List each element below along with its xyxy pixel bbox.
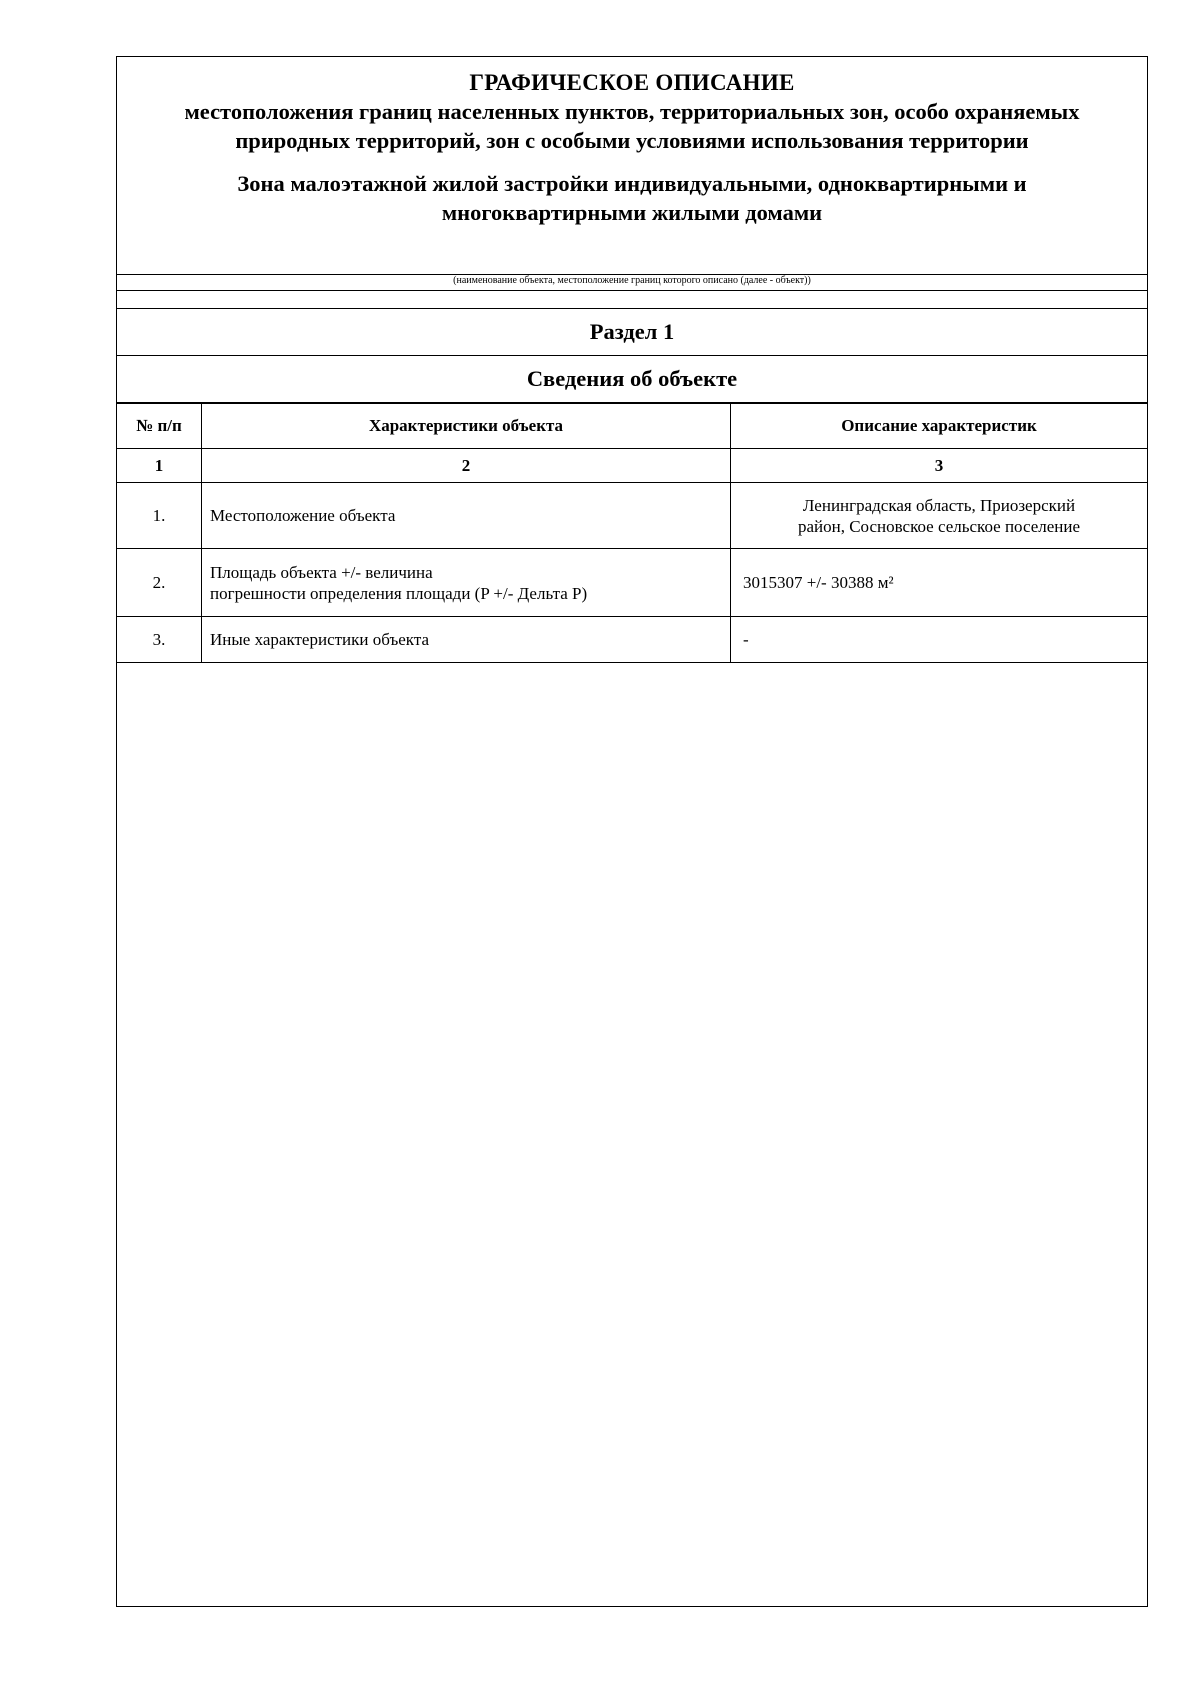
row-description <box>731 483 1148 549</box>
table-row <box>117 617 1147 663</box>
column-number-row <box>117 449 1147 483</box>
section-label: Раздел 1 <box>117 309 1147 356</box>
column-header-characteristic: Характеристики объекта <box>202 404 731 449</box>
object-name: Зона малоэтажной жилой застройки индивидуальными, одноквартирными и многоквартирными жилыми домами <box>237 171 1027 225</box>
row-description: - <box>731 617 1148 663</box>
object-info-table <box>117 403 1147 663</box>
row-characteristic <box>202 549 731 617</box>
row-number: 2. <box>117 549 202 617</box>
characteristic-line: Площадь объекта +/- величина <box>210 562 433 582</box>
characteristic-line: погрешности определения площади (P +/- Дельта P) <box>210 583 588 603</box>
column-number-1: 1 <box>117 449 202 483</box>
document-frame <box>116 56 1148 1607</box>
object-caption: (наименование объекта, местоположение границ которого описано (далее - объект)) <box>117 275 1147 291</box>
table-row <box>117 483 1147 549</box>
blank-row <box>117 291 1147 309</box>
title-block <box>117 57 1147 275</box>
section-heading: Сведения об объекте <box>117 356 1147 403</box>
column-header-num: № п/п <box>117 404 202 449</box>
table-header-row <box>117 404 1147 449</box>
description-line: район, Сосновское сельское поселение <box>797 516 1081 536</box>
row-number: 1. <box>117 483 202 549</box>
column-number-2: 2 <box>202 449 731 483</box>
column-number-3: 3 <box>731 449 1148 483</box>
row-description: 3015307 +/- 30388 м² <box>731 549 1148 617</box>
document-title: ГРАФИЧЕСКОЕ ОПИСАНИЕ <box>469 70 795 95</box>
table-row <box>117 549 1147 617</box>
row-characteristic: Местоположение объекта <box>202 483 731 549</box>
row-characteristic: Иные характеристики объекта <box>202 617 731 663</box>
description-line: Ленинградская область, Приозерский <box>802 495 1076 515</box>
column-header-description: Описание характеристик <box>731 404 1148 449</box>
row-number: 3. <box>117 617 202 663</box>
document-subtitle: местоположения границ населенных пунктов, территориальных зон, особо охраняемых природных территорий, зон с особыми условиями использования территории <box>184 99 1080 153</box>
